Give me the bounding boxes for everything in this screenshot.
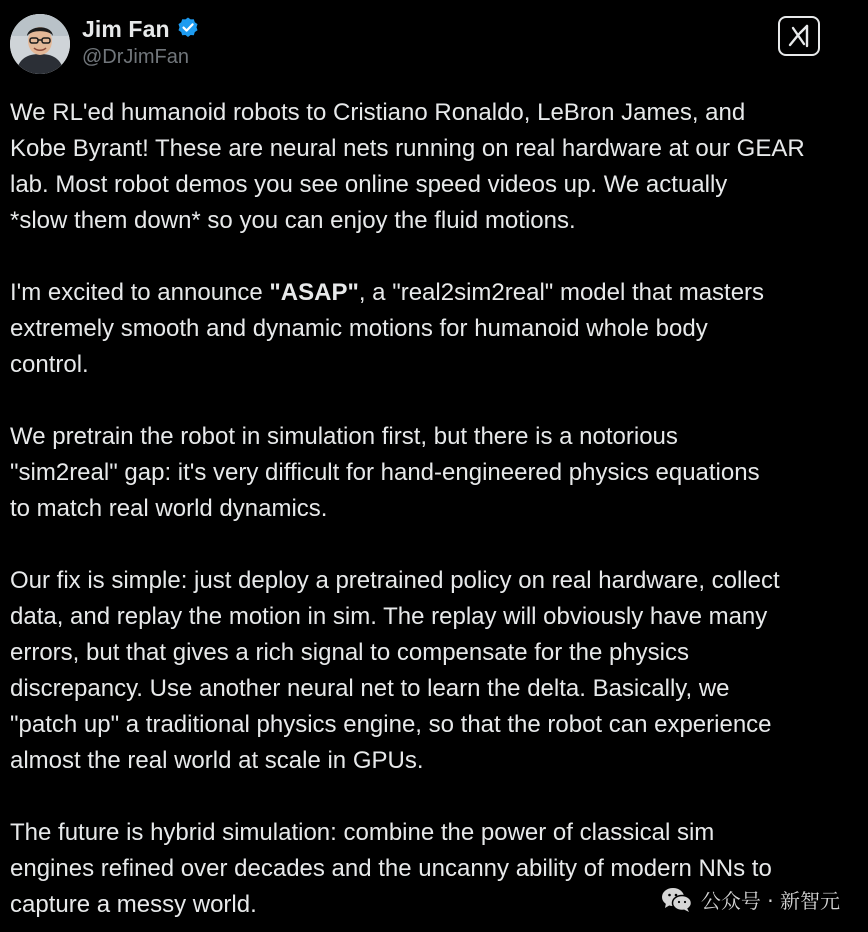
text-line: lab. Most robot demos you see online speed videos up. We actually <box>10 171 728 198</box>
watermark <box>661 885 840 914</box>
text-line: *slow them down* so you can enjoy the fluid motions. <box>10 207 576 234</box>
avatar[interactable] <box>10 14 70 74</box>
text-line: capture a messy world. <box>10 891 257 918</box>
display-name-row <box>82 14 200 44</box>
grok-icon <box>786 23 812 49</box>
post-paragraph-1 <box>10 95 864 239</box>
post-body <box>10 95 864 923</box>
text-line: "patch up" a traditional physics engine, so that the robot can experience <box>10 711 772 738</box>
text-line: control. <box>10 351 89 378</box>
text-line: The future is hybrid simulation: combine the power of classical sim <box>10 819 715 846</box>
user-handle[interactable]: @DrJimFan <box>82 46 189 68</box>
author-names <box>82 14 200 69</box>
text-line: engines refined over decades and the uncanny ability of modern NNs to <box>10 855 772 882</box>
asap-emphasis: "ASAP" <box>269 279 359 306</box>
text-line <box>10 275 864 311</box>
text-line: errors, but that gives a rich signal to compensate for the physics <box>10 639 689 666</box>
text-segment: , a "real2sim2real" model that masters <box>358 279 765 306</box>
text-line: We RL'ed humanoid robots to Cristiano Ronaldo, LeBron James, and <box>10 99 746 126</box>
text-line: discrepancy. Use another neural net to learn the delta. Basically, we <box>10 675 730 702</box>
user-avatar-photo-icon <box>10 14 70 74</box>
post-paragraph-3 <box>10 419 864 527</box>
text-line: We pretrain the robot in simulation first, but there is a notorious <box>10 423 678 450</box>
text-line: extremely smooth and dynamic motions for humanoid whole body <box>10 315 708 342</box>
text-line: Kobe Byrant! These are neural nets running on real hardware at our GEAR <box>10 135 805 162</box>
text-line: almost the real world at scale in GPUs. <box>10 747 424 774</box>
text-line: "sim2real" gap: it's very difficult for hand-engineered physics equations <box>10 459 760 486</box>
wechat-icon <box>661 886 693 914</box>
post-header <box>10 12 858 76</box>
display-name[interactable]: Jim Fan <box>82 15 170 42</box>
post-paragraph-4 <box>10 563 864 779</box>
text-segment: I'm excited to announce <box>10 279 270 306</box>
text-line: Our fix is simple: just deploy a pretrained policy on real hardware, collect <box>10 567 780 594</box>
watermark-text: 公众号 · 新智元 <box>700 889 840 913</box>
text-line: data, and replay the motion in sim. The replay will obviously have many <box>10 603 768 630</box>
verified-badge-icon <box>176 16 200 40</box>
post-paragraph-2 <box>10 275 864 383</box>
grok-button[interactable] <box>778 16 820 56</box>
text-line: to match real world dynamics. <box>10 495 328 522</box>
